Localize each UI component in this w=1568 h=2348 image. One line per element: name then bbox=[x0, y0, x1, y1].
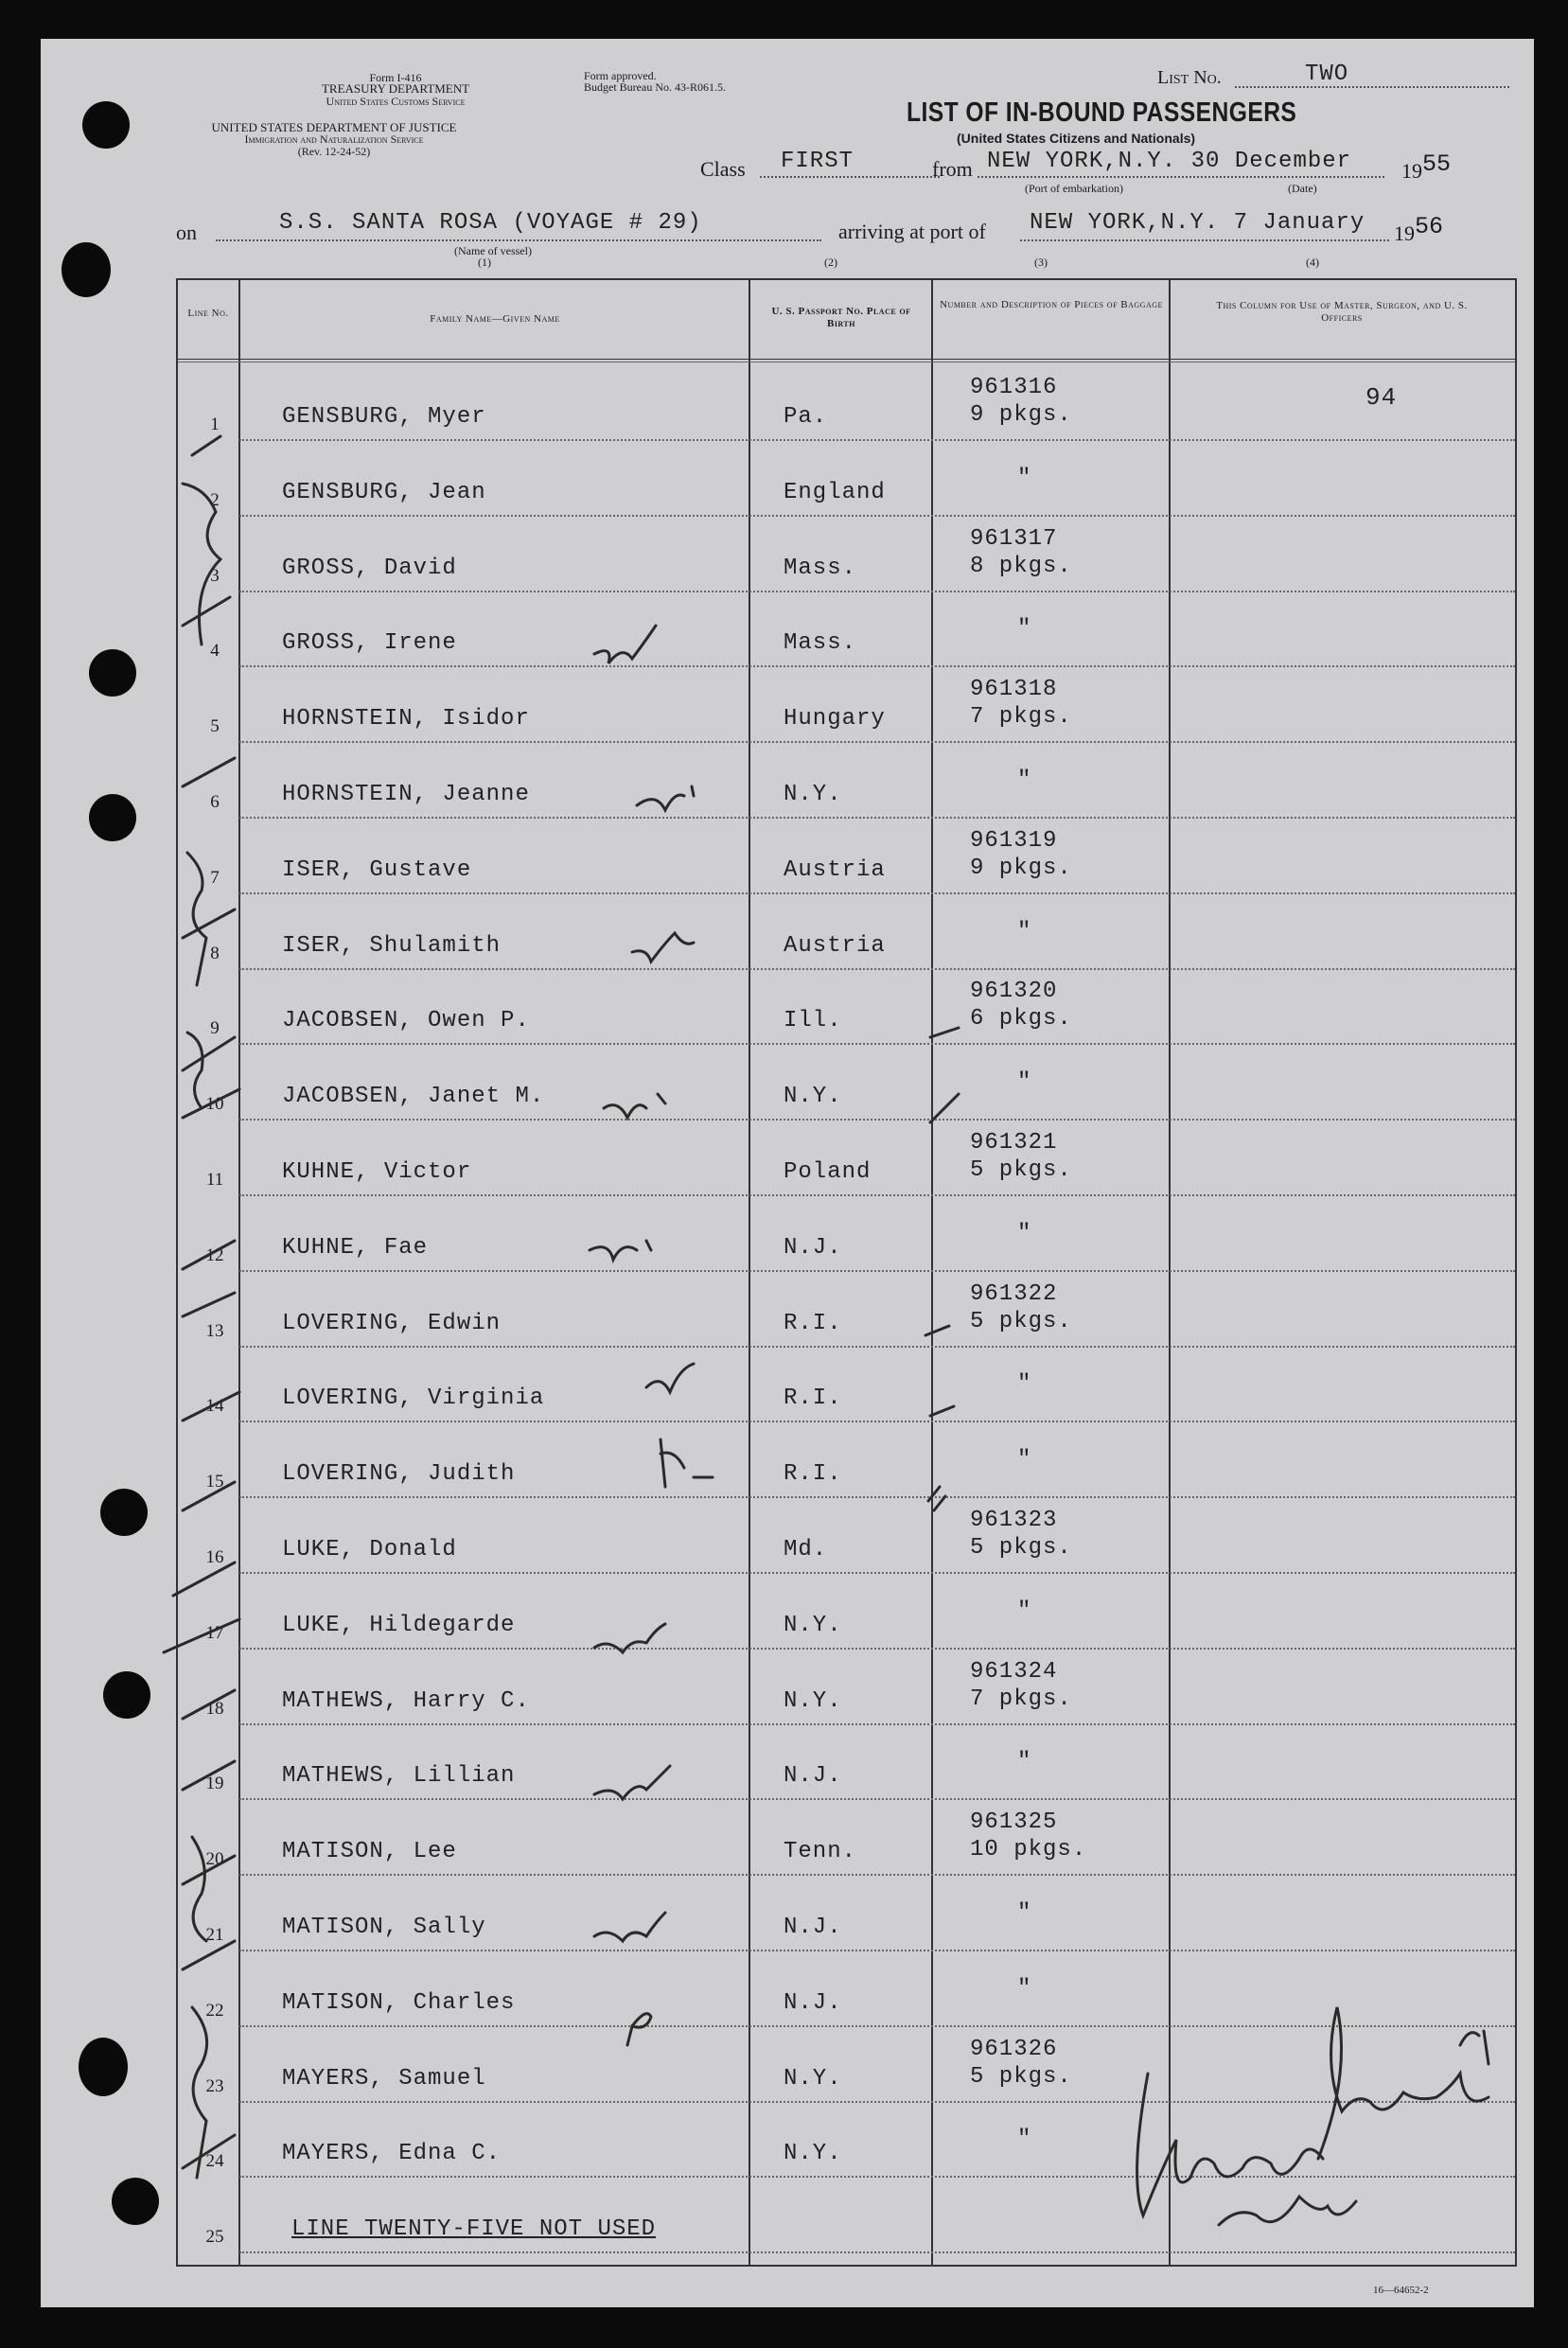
baggage-pieces: " bbox=[1017, 1900, 1032, 1926]
place-of-birth: Pa. bbox=[784, 404, 828, 430]
line-number: 10 bbox=[205, 1094, 224, 1114]
passenger-name: ISER, Shulamith bbox=[282, 933, 502, 959]
revision: (Rev. 12-24-52) bbox=[297, 145, 371, 158]
baggage-number: 961325 bbox=[970, 1810, 1058, 1835]
passenger-name: ISER, Gustave bbox=[282, 857, 472, 883]
header-baggage: Number and Description of Pieces of Baggage bbox=[940, 299, 1163, 310]
place-of-birth: Hungary bbox=[784, 706, 886, 732]
budget-bureau: Budget Bureau No. 43-R061.5. bbox=[584, 80, 726, 94]
line-number: 1 bbox=[210, 415, 220, 434]
line-number: 14 bbox=[205, 1396, 224, 1416]
line-number: 17 bbox=[205, 1623, 224, 1643]
place-of-birth: N.Y. bbox=[784, 1613, 842, 1638]
place-of-birth: R.I. bbox=[784, 1311, 842, 1336]
passenger-name: MAYERS, Samuel bbox=[282, 2066, 486, 2092]
place-of-birth: Ill. bbox=[784, 1008, 842, 1033]
header-passport: U. S. Passport No. Place of Birth bbox=[771, 306, 911, 329]
baggage-pieces: " bbox=[1017, 919, 1032, 944]
passenger-name: JACOBSEN, Owen P. bbox=[282, 1008, 530, 1033]
place-of-birth: Md. bbox=[784, 1537, 828, 1562]
passenger-name: LUKE, Donald bbox=[282, 1537, 457, 1562]
baggage-pieces: 8 pkgs. bbox=[970, 554, 1072, 579]
place-of-birth: Tenn. bbox=[784, 1839, 857, 1864]
col-caption-4: (4) bbox=[1306, 256, 1319, 269]
line-number: 8 bbox=[210, 944, 220, 963]
place-of-birth: Mass. bbox=[784, 630, 857, 656]
baggage-pieces: " bbox=[1017, 1749, 1032, 1774]
line-number: 23 bbox=[205, 2076, 224, 2096]
place-of-birth: England bbox=[784, 480, 886, 505]
col-caption-2: (2) bbox=[824, 256, 837, 269]
line-number: 21 bbox=[205, 1925, 224, 1945]
on-label: on bbox=[176, 221, 197, 244]
passenger-name: MATISON, Charles bbox=[282, 1990, 516, 2016]
passenger-name: GENSBURG, Jean bbox=[282, 480, 486, 505]
line-number: 20 bbox=[205, 1849, 224, 1869]
passenger-name: LOVERING, Edwin bbox=[282, 1311, 502, 1336]
passenger-name: KUHNE, Victor bbox=[282, 1159, 472, 1185]
line-number: 25 bbox=[205, 2227, 224, 2247]
baggage-pieces: 5 pkgs. bbox=[970, 1309, 1072, 1334]
place-of-birth: N.Y. bbox=[784, 1688, 842, 1714]
year-label-1: 1955 bbox=[1401, 150, 1452, 183]
line-number: 18 bbox=[205, 1699, 224, 1719]
baggage-number: 961320 bbox=[970, 979, 1058, 1004]
vessel-caption: (Name of vessel) bbox=[454, 244, 532, 257]
from-value: NEW YORK,N.Y. 30 December bbox=[987, 149, 1352, 174]
document-page bbox=[41, 39, 1534, 2307]
line-number: 3 bbox=[210, 566, 220, 586]
place-of-birth: N.J. bbox=[784, 1990, 842, 2016]
port-embark-caption: (Port of embarkation) bbox=[1025, 182, 1123, 195]
line-number: 2 bbox=[210, 490, 220, 510]
line-number: 24 bbox=[205, 2151, 224, 2171]
class-label: Class bbox=[700, 157, 746, 181]
baggage-number: 961316 bbox=[970, 375, 1058, 400]
baggage-pieces: " bbox=[1017, 1221, 1032, 1246]
place-of-birth: Poland bbox=[784, 1159, 872, 1185]
vessel-name: S.S. SANTA ROSA (VOYAGE # 29) bbox=[279, 210, 702, 236]
list-no-label: List No. bbox=[1157, 67, 1222, 88]
passenger-name: LUKE, Hildegarde bbox=[282, 1613, 516, 1638]
header-name: Family Name—Given Name bbox=[430, 313, 560, 325]
passenger-name: GROSS, Irene bbox=[282, 630, 457, 656]
baggage-pieces: 5 pkgs. bbox=[970, 2064, 1072, 2090]
footer-code: 16—64652-2 bbox=[1373, 2285, 1429, 2296]
passenger-name: MATISON, Sally bbox=[282, 1915, 486, 1940]
customs-service: United States Customs Service bbox=[326, 95, 466, 108]
form-number: Form I-416 bbox=[369, 71, 422, 84]
passenger-name: GENSBURG, Myer bbox=[282, 404, 486, 430]
baggage-pieces: 9 pkgs. bbox=[970, 856, 1072, 881]
header-line-no: Line No. bbox=[187, 308, 229, 319]
baggage-pieces: 10 pkgs. bbox=[970, 1837, 1087, 1863]
place-of-birth: N.Y. bbox=[784, 1084, 842, 1109]
place-of-birth: Austria bbox=[784, 857, 886, 883]
place-of-birth: N.J. bbox=[784, 1235, 842, 1261]
place-of-birth: Austria bbox=[784, 933, 886, 959]
justice-dept: UNITED STATES DEPARTMENT OF JUSTICE bbox=[211, 120, 457, 134]
arriving-label: arriving at port of bbox=[838, 220, 986, 243]
baggage-pieces: " bbox=[1017, 1069, 1032, 1095]
baggage-number: 961317 bbox=[970, 526, 1058, 552]
passenger-name: MATHEWS, Lillian bbox=[282, 1763, 516, 1789]
passenger-name: LOVERING, Judith bbox=[282, 1461, 516, 1487]
place-of-birth: R.I. bbox=[784, 1461, 842, 1487]
handwritten-annotations bbox=[41, 39, 1534, 2307]
line-number: 15 bbox=[205, 1472, 224, 1492]
baggage-pieces: 5 pkgs. bbox=[970, 1535, 1072, 1561]
baggage-pieces: " bbox=[1017, 466, 1032, 491]
baggage-pieces: " bbox=[1017, 616, 1032, 642]
list-no-value: TWO bbox=[1305, 62, 1349, 87]
year-suffix-1: 55 bbox=[1422, 150, 1452, 178]
place-of-birth: N.Y. bbox=[784, 2141, 842, 2166]
line-number: 19 bbox=[205, 1774, 224, 1793]
baggage-number: 961318 bbox=[970, 677, 1058, 702]
line-number: 6 bbox=[210, 792, 220, 812]
baggage-number: 961321 bbox=[970, 1130, 1058, 1156]
line-number: 16 bbox=[205, 1547, 224, 1567]
passenger-name: GROSS, David bbox=[282, 556, 457, 581]
dept-name: TREASURY DEPARTMENT bbox=[321, 81, 470, 96]
place-of-birth: N.J. bbox=[784, 1763, 842, 1789]
baggage-pieces: " bbox=[1017, 1598, 1032, 1624]
line-number: 11 bbox=[205, 1170, 224, 1190]
place-of-birth: N.J. bbox=[784, 1915, 842, 1940]
place-of-birth: N.Y. bbox=[784, 782, 842, 807]
year-suffix-2: 56 bbox=[1415, 213, 1444, 240]
from-label: from bbox=[932, 157, 973, 181]
header-officers: This Column for Use of Master, Surgeon, and U. S. Officers bbox=[1216, 300, 1468, 324]
line-number: 22 bbox=[205, 2001, 224, 2021]
place-of-birth: Mass. bbox=[784, 556, 857, 581]
form-approved: Form approved. bbox=[584, 69, 657, 82]
baggage-number: 961322 bbox=[970, 1281, 1058, 1307]
class-value: FIRST bbox=[781, 149, 854, 174]
date-caption: (Date) bbox=[1288, 182, 1317, 195]
line-number: 5 bbox=[210, 716, 220, 736]
baggage-number: 961323 bbox=[970, 1508, 1058, 1533]
baggage-number: 961326 bbox=[970, 2037, 1058, 2062]
place-of-birth: R.I. bbox=[784, 1386, 842, 1411]
baggage-pieces: " bbox=[1017, 1976, 1032, 2002]
officer-note: 94 bbox=[1365, 383, 1398, 412]
place-of-birth: N.Y. bbox=[784, 2066, 842, 2092]
ins-service: Immigration and Naturalization Service bbox=[244, 132, 424, 146]
baggage-pieces: 7 pkgs. bbox=[970, 704, 1072, 730]
col-caption-3: (3) bbox=[1034, 256, 1048, 269]
arriving-value: NEW YORK,N.Y. 7 January bbox=[1030, 210, 1365, 236]
passenger-name: KUHNE, Fae bbox=[282, 1235, 429, 1261]
baggage-pieces: " bbox=[1017, 1447, 1032, 1473]
baggage-pieces: 6 pkgs. bbox=[970, 1006, 1072, 1032]
line-number: 9 bbox=[210, 1018, 220, 1038]
passenger-name: MATHEWS, Harry C. bbox=[282, 1688, 530, 1714]
passenger-name: MAYERS, Edna C. bbox=[282, 2141, 502, 2166]
vessel-caption-num: (1) bbox=[478, 256, 491, 269]
line-number: 4 bbox=[210, 641, 220, 661]
passenger-name: HORNSTEIN, Jeanne bbox=[282, 782, 530, 807]
passenger-name: JACOBSEN, Janet M. bbox=[282, 1084, 545, 1109]
line-number: 7 bbox=[210, 868, 220, 888]
baggage-pieces: " bbox=[1017, 1371, 1032, 1397]
baggage-pieces: 5 pkgs. bbox=[970, 1157, 1072, 1183]
baggage-pieces: " bbox=[1017, 2127, 1032, 2152]
passenger-name: MATISON, Lee bbox=[282, 1839, 457, 1864]
baggage-pieces: " bbox=[1017, 768, 1032, 793]
line-number: 13 bbox=[205, 1321, 224, 1341]
baggage-number: 961319 bbox=[970, 828, 1058, 854]
year-label-2: 1956 bbox=[1394, 213, 1444, 245]
baggage-pieces: 9 pkgs. bbox=[970, 402, 1072, 428]
baggage-pieces: 7 pkgs. bbox=[970, 1686, 1072, 1712]
form-title: LIST OF IN-BOUND PASSENGERS bbox=[907, 97, 1297, 128]
passenger-name: LOVERING, Virginia bbox=[282, 1386, 545, 1411]
passenger-name: LINE TWENTY-FIVE NOT USED bbox=[291, 2216, 657, 2242]
line-number: 12 bbox=[205, 1245, 224, 1265]
baggage-number: 961324 bbox=[970, 1659, 1058, 1685]
form-subtitle: (United States Citizens and Nationals) bbox=[957, 131, 1196, 146]
passenger-name: HORNSTEIN, Isidor bbox=[282, 706, 530, 732]
